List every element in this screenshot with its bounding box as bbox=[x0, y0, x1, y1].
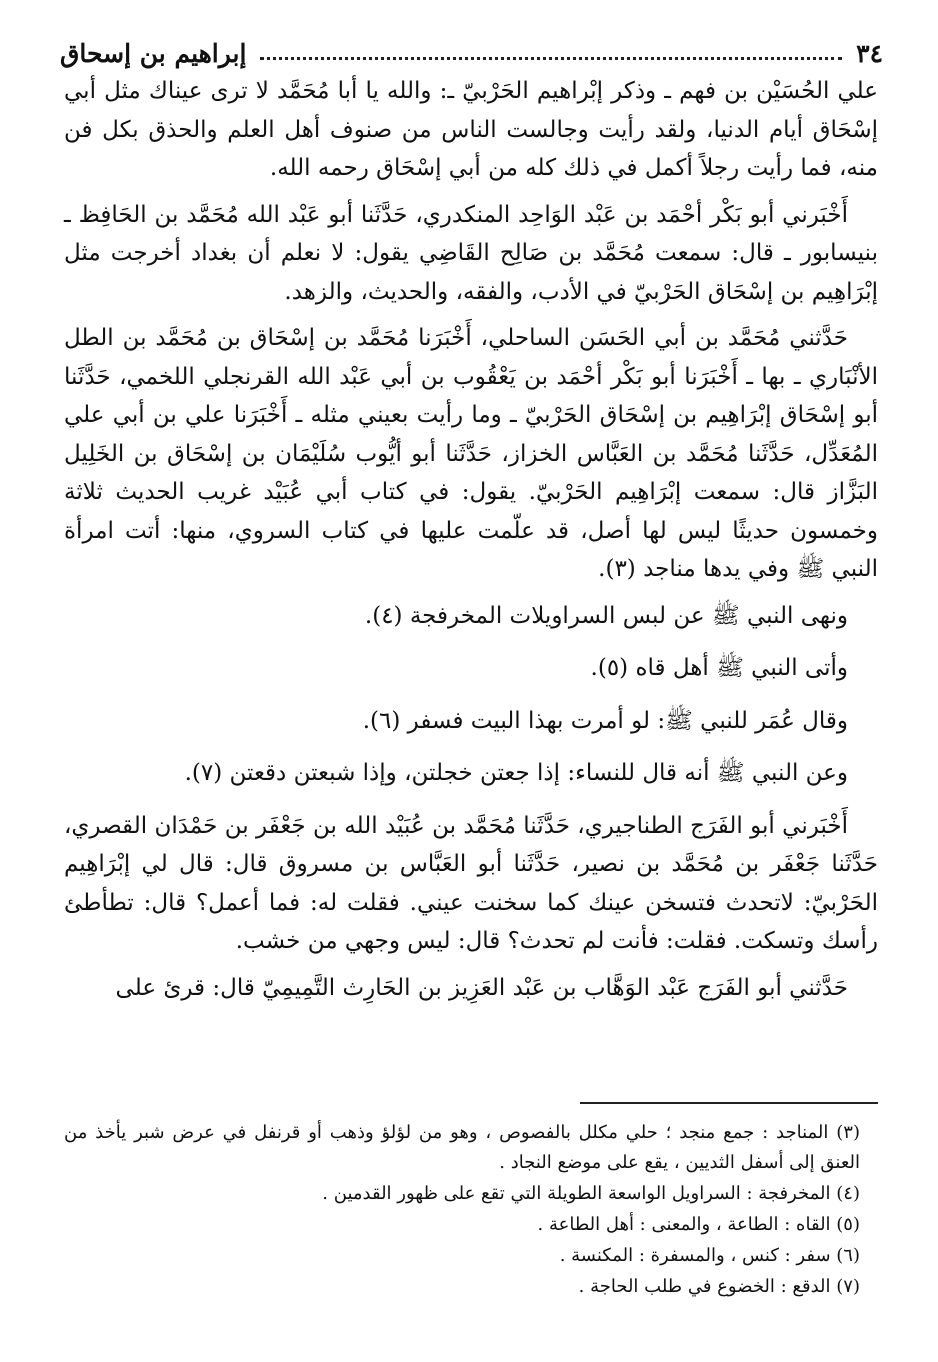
paragraph-7: وعن النبي ﷺ أنه قال للنساء: إذا جعتن خجلتن، وإذا شبعتن دقعتن (٧). bbox=[184, 760, 848, 786]
header-dotted-leader bbox=[260, 57, 842, 60]
footnote-3: (٣) المناجد : جمع منجد ؛ حلي مكلل بالفصوص ، وهو من لؤلؤ وذهب أو قرنفل في عرض شبر يأخذ من العنق إلى أسفل الثديين ، يقع على موضع النجاد . bbox=[64, 1122, 860, 1173]
running-title: إبراهيم بن إسحاق bbox=[60, 39, 247, 68]
footnote-4: (٤) المخرفجة : السراويل الواسعة الطويلة التي تقع على ظهور القدمين . bbox=[322, 1183, 860, 1204]
footnote-separator bbox=[580, 1102, 878, 1104]
paragraph-5: وأتى النبي ﷺ أهل قاه (٥). bbox=[590, 655, 848, 681]
paragraph-6: وقال عُمَر للنبي ﷺ: لو أمرت بهذا البيت فسفر (٦). bbox=[362, 707, 848, 734]
footnote-5: (٥) القاه : الطاعة ، والمعنى : أهل الطاعة . bbox=[537, 1214, 860, 1235]
paragraph-2: أَخْبَرني أبو بَكْر أحْمَد بن عَبْد الوَاحِد المنكدري، حَدَّثَنا أبو عَبْد الله مُحَمَّد بن الحَافِظ ـ بنيسابور ـ قال: سمعت مُحَمَّد بن صَالِح القَاضِي يقول: لا نعلم أن بغداد أخرجت مثل إبْرَاهِيم بن إسْحَاق الحَرْبيّ في الأدب، والفقه، والحديث، والزهد. bbox=[64, 201, 878, 305]
page-number: ٣٤ bbox=[856, 39, 883, 68]
paragraph-9: حَدَّثني أبو الفَرَج عَبْد الوَهَّاب بن عَبْد العَزِيز بن الحَارِث التَّمِيمِيّ قال: قرئ على bbox=[115, 974, 848, 1001]
paragraph-3: حَدَّثني مُحَمَّد بن أبي الحَسَن الساحلي، أَخْبَرَنا مُحَمَّد بن إسْحَاق بن مُحَمَّد بن الطل الأنْبَاري ـ بها ـ أَخْبَرَنا أبو بَكْر أحْمَد بن يَعْقُوب بن أبي عَبْد الله القرنجلي اللخمي، حَدَّثَنا أبو إسْحَاق إبْرَاهِيم بن إسْحَاق الحَرْبيّ ـ وما رأيت بعيني مثله ـ أَخْبَرَنا علي بن أبي علي المُعَدِّل، حَدَّثَنا مُحَمَّد بن العَبَّاس الخزاز، حَدَّثَنا أبو أيُّوب سُلَيْمَان بن إسْحَاق بن الخَلِيل البَزَّاز قال: سمعت إبْرَاهِيم الحَرْبيّ. يقول: في كتاب أبي عُبَيْد غريب الحديث ثلاثة وخمسون حديثًا ليس لها أصل، قد علّمت عليها في كتاب السروي، منها: أتت امرأة النبي ﷺ وفي يدها مناجد (٣). bbox=[64, 325, 878, 582]
main-text bbox=[64, 72, 878, 1015]
footnotes bbox=[64, 1118, 860, 1303]
paragraph-8: أَخْبَرني أبو الفَرَج الطناجيري، حَدَّثَنا مُحَمَّد بن عُبَيْد الله بن جَعْفَر بن حَمْدَان القصري، حَدَّثَنا جَعْفَر بن مُحَمَّد بن نصير، حَدَّثَنا أبو العَبَّاس بن مسروق قال: قال لي إبْرَاهِيم الحَرْبيّ: لاتحدث فتسخن عينك كما سخنت عيني. فقلت له: فما أعمل؟ قال: تطأطئ رأسك وتسكت. فقلت: فأنت لم تحدث؟ قال: ليس وجهي من خشب. bbox=[64, 812, 878, 954]
footnote-6: (٦) سفر : كنس ، والمسفرة : المكنسة . bbox=[559, 1245, 860, 1266]
paragraph-4: ونهى النبي ﷺ عن لبس السراويلات المخرفجة (٤). bbox=[364, 602, 848, 629]
page-header bbox=[60, 28, 883, 68]
paragraph-1: علي الحُسَيْن بن فهم ـ وذكر إبْراهيم الحَرْبيّ ـ: والله يا أبا مُحَمَّد لا ترى عيناك مثل أبي إسْحَاق أيام الدنيا، ولقد رأيت وجالست الناس من صنوف أهل العلم والحذق بكل فن منه، فما رأيت رجلاً أكمل في ذلك كله من أبي إسْحَاق رحمه الله. bbox=[64, 78, 878, 181]
footnote-7: (٧) الدقع : الخضوع في طلب الحاجة . bbox=[578, 1276, 860, 1297]
